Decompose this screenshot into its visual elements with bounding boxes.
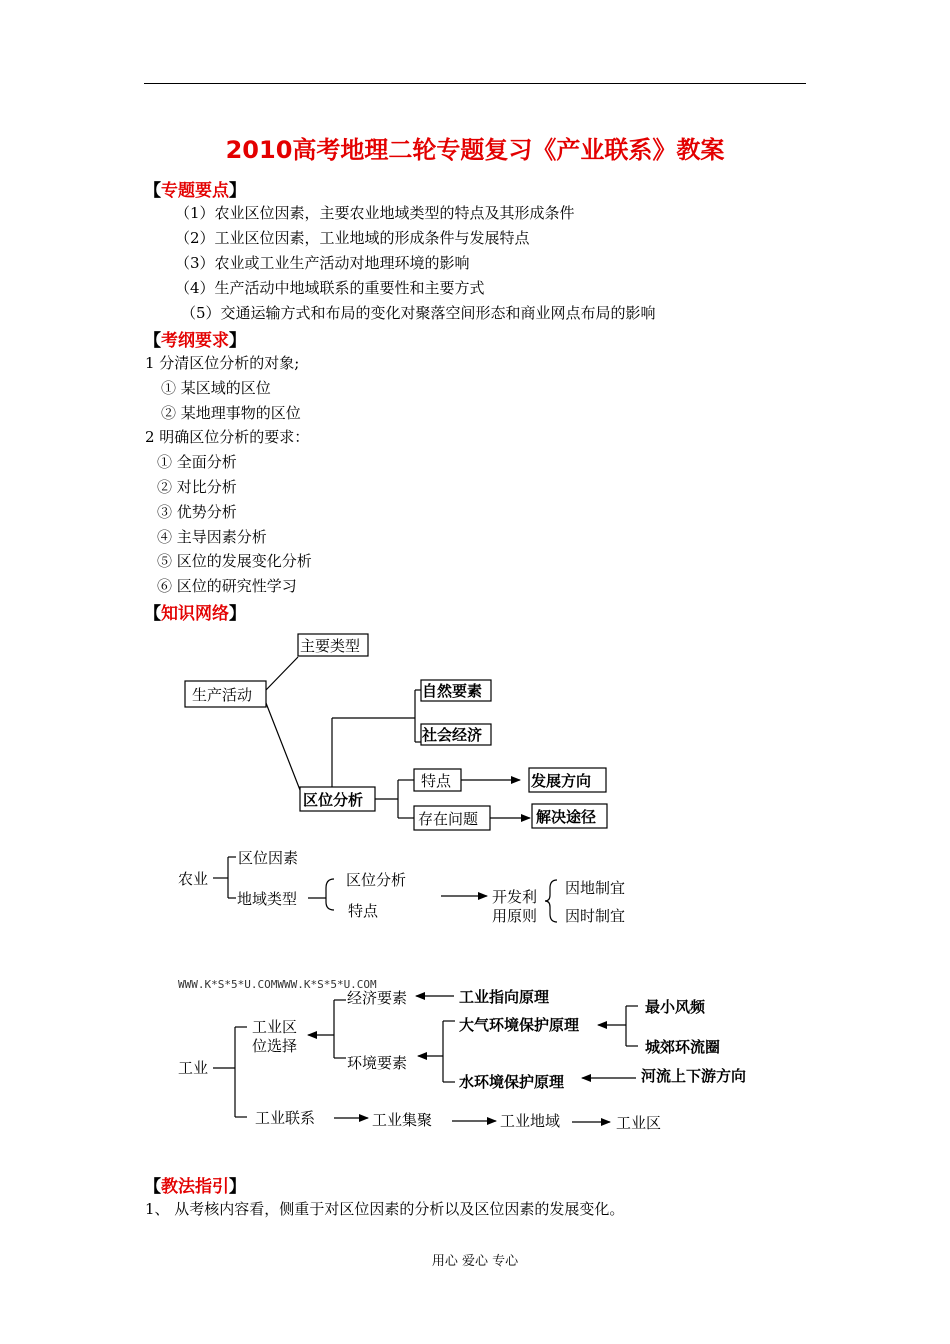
- diagram-production-activity: [185, 634, 607, 830]
- list-item: ① 某区域的区位: [161, 379, 271, 397]
- list-item: 1 分清区位分析的对象;: [145, 354, 300, 372]
- section-heading-requirements: 【考纲要求】: [144, 331, 246, 351]
- label-problems: 存在问题: [418, 810, 479, 828]
- label-develop-use-2: 用原则: [492, 907, 538, 925]
- label-direction: 发展方向: [531, 772, 592, 790]
- label-features: 特点: [348, 902, 379, 920]
- label-production: 生产活动: [192, 686, 253, 704]
- label-region: 工业地域: [500, 1112, 561, 1130]
- label-agriculture: 农业: [178, 870, 209, 888]
- diagram-industry: [178, 988, 746, 1132]
- list-item: ① 全面分析: [157, 453, 237, 471]
- label-river: 河流上下游方向: [641, 1067, 747, 1085]
- list-item: ② 某地理事物的区位: [161, 404, 301, 422]
- label-loc-analysis: 区位分析: [346, 871, 407, 889]
- label-develop-use-1: 开发利: [492, 888, 538, 906]
- label-choice-1: 工业区: [252, 1018, 298, 1036]
- label-water: 水环境保护原理: [459, 1073, 565, 1091]
- list-item: （2）工业区位因素，工业地域的形成条件与发展特点: [175, 229, 530, 247]
- label-cluster: 工业集聚: [372, 1111, 433, 1129]
- bracket: [326, 879, 334, 910]
- list-item: ⑤ 区位的发展变化分析: [157, 552, 312, 570]
- section-heading-key-points: 【专题要点】: [144, 181, 246, 201]
- list-item: 1、 从考核内容看，侧重于对区位因素的分析以及区位因素的发展变化。: [145, 1200, 625, 1218]
- label-adapt-time: 因时制宜: [565, 907, 626, 925]
- label-location-analysis: 区位分析: [303, 791, 364, 809]
- label-main-types: 主要类型: [300, 637, 361, 655]
- label-location-factors: 区位因素: [238, 849, 299, 867]
- label-min-wind: 最小风频: [645, 998, 706, 1016]
- list-item: （4）生产活动中地域联系的重要性和主要方式: [175, 279, 485, 297]
- label-adapt-land: 因地制宜: [565, 879, 626, 897]
- connector: [266, 657, 298, 690]
- label-principle: 工业指向原理: [459, 988, 550, 1006]
- label-circulation: 城郊环流圈: [645, 1038, 721, 1056]
- label-solution: 解决途径: [536, 808, 597, 826]
- label-features: 特点: [421, 772, 452, 790]
- brace: [545, 880, 557, 922]
- connector: [266, 703, 300, 790]
- section-heading-teaching: 【教法指引】: [144, 1177, 246, 1197]
- list-item: ⑥ 区位的研究性学习: [157, 577, 297, 595]
- diagram-agriculture: [178, 849, 625, 925]
- label-zone: 工业区: [616, 1114, 662, 1132]
- list-item: （5）交通运输方式和布局的变化对聚落空间形态和商业网点布局的影响: [181, 304, 656, 322]
- list-item: ② 对比分析: [157, 478, 237, 496]
- label-region-type: 地域类型: [237, 890, 298, 908]
- label-environment: 环境要素: [347, 1054, 408, 1072]
- label-social: 社会经济: [422, 726, 483, 744]
- list-item: ③ 优势分析: [157, 503, 237, 521]
- list-item: （3）农业或工业生产活动对地理环境的影响: [175, 254, 470, 272]
- label-natural: 自然要素: [422, 682, 483, 700]
- label-economic: 经济要素: [347, 989, 408, 1007]
- list-item: 2 明确区位分析的要求：: [145, 428, 310, 446]
- label-link: 工业联系: [255, 1109, 316, 1127]
- label-air: 大气环境保护原理: [459, 1016, 580, 1034]
- list-item: （1）农业区位因素，主要农业地域类型的特点及其形成条件: [175, 204, 575, 222]
- watermark: WWW.K*S*5*U.COMWWW.K*S*5*U.COM: [178, 978, 377, 991]
- footer: 用心 爱心 专心: [431, 1254, 519, 1269]
- list-item: ④ 主导因素分析: [157, 528, 267, 546]
- section-heading-network: 【知识网络】: [144, 604, 246, 624]
- label-choice-2: 位选择: [252, 1037, 298, 1055]
- label-industry: 工业: [178, 1059, 209, 1077]
- page-title: 2010高考地理二轮专题复习《产业联系》教案: [225, 136, 725, 164]
